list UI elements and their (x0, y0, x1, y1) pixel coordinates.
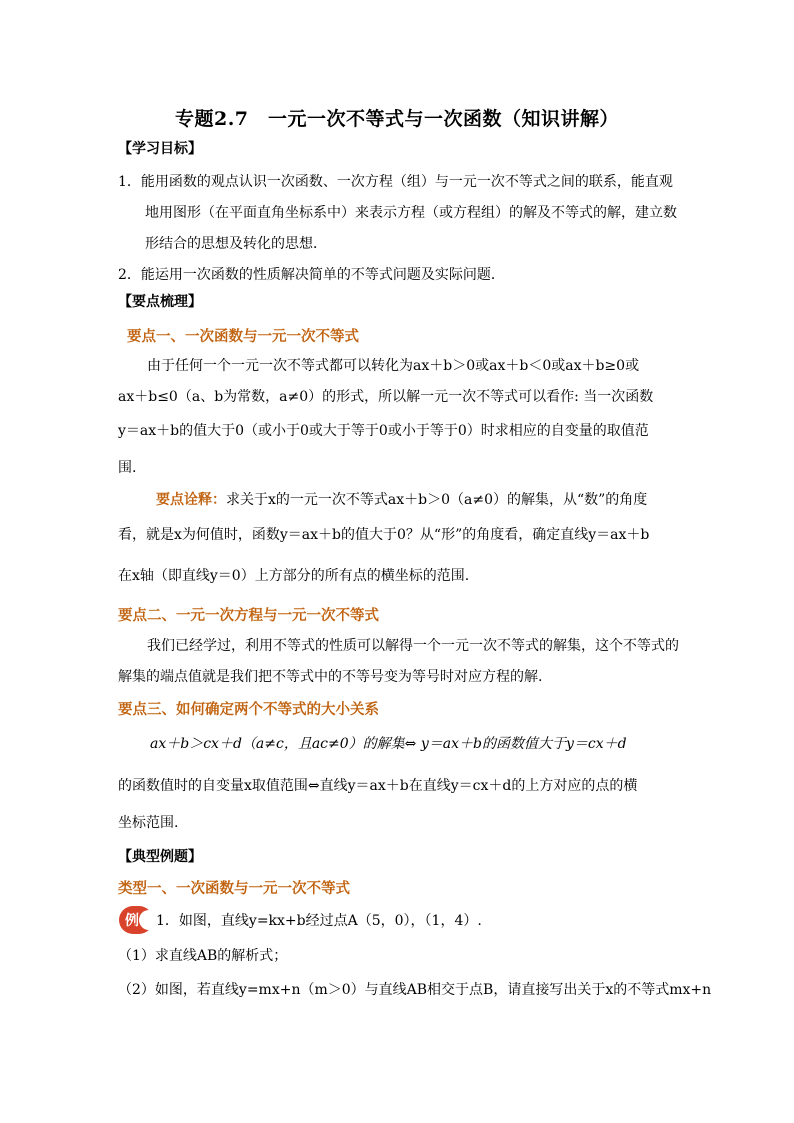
point1-heading: 要点一、一次函数与一元一次不等式 (127, 328, 359, 345)
point2-heading: 要点二、一元一次方程与一元一次不等式 (118, 607, 379, 624)
note-line-1: 求关于x的一元一次不等式ax＋b＞0（a≠0）的解集，从“数”的角度 (226, 492, 648, 508)
note-line-2: 看，就是x为何值时，函数y＝ax＋b的值大于0？从“形”的角度看，确定直线y＝ax＋b (118, 527, 650, 543)
note-label: 要点诠释： (156, 492, 226, 508)
example-badge-icon (119, 906, 153, 934)
type1-heading: 类型一、一次函数与一元一次不等式 (118, 880, 350, 897)
point1-line-4: 围. (118, 460, 137, 476)
point1-line-1: 由于任何一个一元一次不等式都可以转化为ax＋b＞0或ax＋b＜0或ax＋b≥0或 (147, 358, 640, 374)
example-line-2: （1）求直线AB的解析式； (118, 948, 288, 964)
page-title: 专题2.7 一元一次不等式与一次函数（知识讲解） (174, 108, 620, 130)
point2-line-1: 我们已经学过，利用不等式的性质可以解得一个一元一次不等式的解集，这个不等式的 (147, 638, 679, 654)
typical-examples-tag: 【典型例题】 (118, 849, 202, 865)
goal-line-3: 形结合的思想及转化的思想． (145, 236, 327, 252)
point1-line-2: ax＋b≤0（a、b为常数，a≠0）的形式，所以解一元一次不等式可以看作: 当一次函数 (118, 389, 654, 405)
goal-line-2: 地用图形（在平面直角坐标系中）来表示方程（或方程组）的解及不等式的解，建立数 (145, 205, 677, 221)
point3-heading: 要点三、如何确定两个不等式的大小关系 (118, 701, 379, 718)
learning-goals-tag: 【学习目标】 (118, 141, 202, 157)
goal-line-4: 2．能运用一次函数的性质解决简单的不等式问题及实际问题． (118, 267, 505, 283)
point2-line-2: 解集的端点值就是我们把不等式中的不等号变为等号时对应方程的解. (118, 669, 543, 685)
note-line-3: 在x轴（即直线y＝0）上方部分的所有点的横坐标的范围. (118, 568, 470, 584)
point3-line-1: ax＋b＞cx＋d（a≠c，且ac≠0）的解集⇔ y＝ax＋b的函数值大于y＝cx＋d (150, 736, 627, 752)
point3-line-2: 的函数值时的自变量x取值范围⇔直线y＝ax＋b在直线y＝cx＋d的上方对应的点的横 (118, 778, 638, 794)
goal-line-1: 1．能用函数的观点认识一次函数、一次方程（组）与一元一次不等式之间的联系，能直观 (118, 174, 673, 190)
note-paragraph (156, 490, 647, 510)
example-line-3: （2）如图，若直线y=mx+n（m＞0）与直线AB相交于点B，请直接写出关于x的不等式mx+n (118, 982, 712, 998)
point1-line-3: y＝ax＋b的值大于0（或小于0或大于等于0或小于等于0）时求相应的自变量的取值范 (118, 423, 649, 439)
example-line-1: 1．如图，直线y=kx+b经过点A（5，0），（1，4）. (156, 913, 482, 929)
point3-line-3: 坐标范围. (118, 815, 179, 831)
example-badge-label: 例 (125, 913, 139, 929)
key-points-tag: 【要点梳理】 (118, 294, 202, 310)
